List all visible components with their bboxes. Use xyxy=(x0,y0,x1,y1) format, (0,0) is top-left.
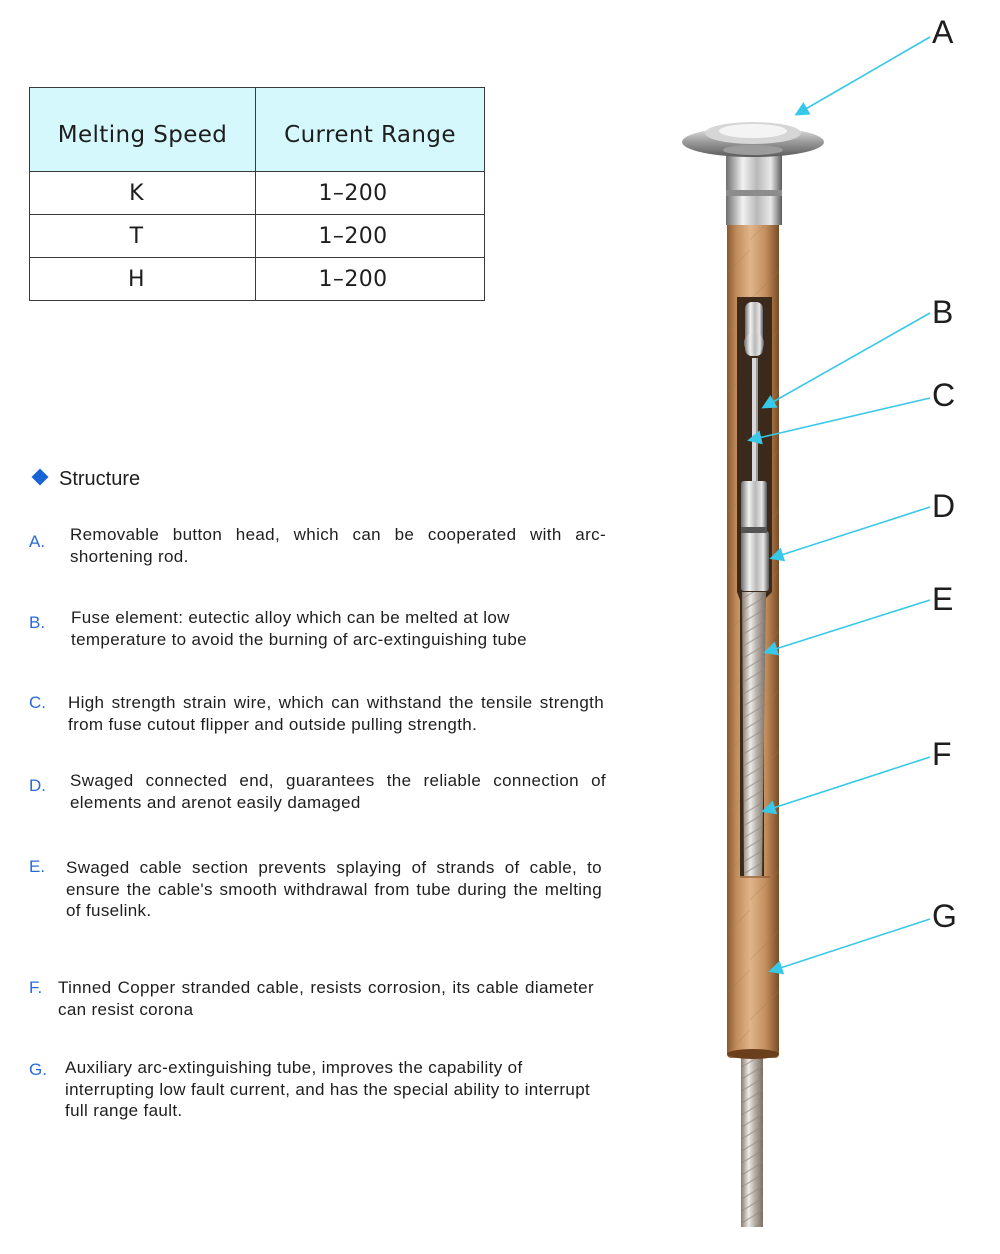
arrow-b xyxy=(764,313,930,407)
cell-speed: T xyxy=(30,215,256,258)
cell-range: 1–200 xyxy=(256,258,485,301)
item-text: High strength strain wire, which can withstand the tensile strength from fuse cutout flipper and outside pulling strength. xyxy=(68,693,604,734)
arrow-e xyxy=(766,600,930,652)
structure-title: Structure xyxy=(59,467,141,490)
item-text: Removable button head, which can be cooperated with arc-shortening rod. xyxy=(70,525,606,566)
item-letter: B. xyxy=(29,613,46,632)
item-letter: E. xyxy=(29,857,46,876)
callout-letter-b: B xyxy=(932,294,954,330)
arrow-g xyxy=(771,919,930,971)
cell-speed: H xyxy=(30,258,256,301)
lower-cable xyxy=(741,1052,763,1227)
header-current-range: Current Range xyxy=(256,88,485,172)
cell-range: 1–200 xyxy=(256,215,485,258)
cell-speed: K xyxy=(30,172,256,215)
item-letter: F. xyxy=(29,978,43,997)
item-text: Fuse element: eutectic alloy which can be melted at low temperature to avoid the burning of arc-extinguishing tube xyxy=(71,608,527,649)
item-text: Tinned Copper stranded cable, resists corrosion, its cable diameter can resist corona xyxy=(58,978,594,1019)
item-letter: A. xyxy=(29,532,46,551)
callout-letter-g: G xyxy=(932,898,957,934)
callout-letter-e: E xyxy=(932,581,954,617)
callout-letter-d: D xyxy=(932,488,956,524)
cell-range: 1–200 xyxy=(256,172,485,215)
arrow-a xyxy=(797,37,930,114)
item-text: Swaged connected end, guarantees the reliable connection of elements and arenot easily damaged xyxy=(70,771,606,812)
callout-letter-f: F xyxy=(932,736,952,772)
callout-letter-c: C xyxy=(932,377,956,413)
header-melting-speed: Melting Speed xyxy=(30,88,256,172)
button-head xyxy=(682,122,824,225)
item-letter: G. xyxy=(29,1060,47,1079)
item-letter: D. xyxy=(29,776,46,795)
arrow-d xyxy=(772,507,930,558)
item-text: Auxiliary arc-extinguishing tube, improves the capability of interrupting low fault current, and has the special ability to interrupt full range fault. xyxy=(65,1058,591,1120)
arrow-f xyxy=(764,757,930,811)
item-letter: C. xyxy=(29,693,46,712)
item-text: Swaged cable section prevents splaying of strands of cable, to ensure the cable's smooth withdrawal from tube during the melting of fuselink. xyxy=(66,858,602,920)
callout-letter-a: A xyxy=(932,14,954,50)
